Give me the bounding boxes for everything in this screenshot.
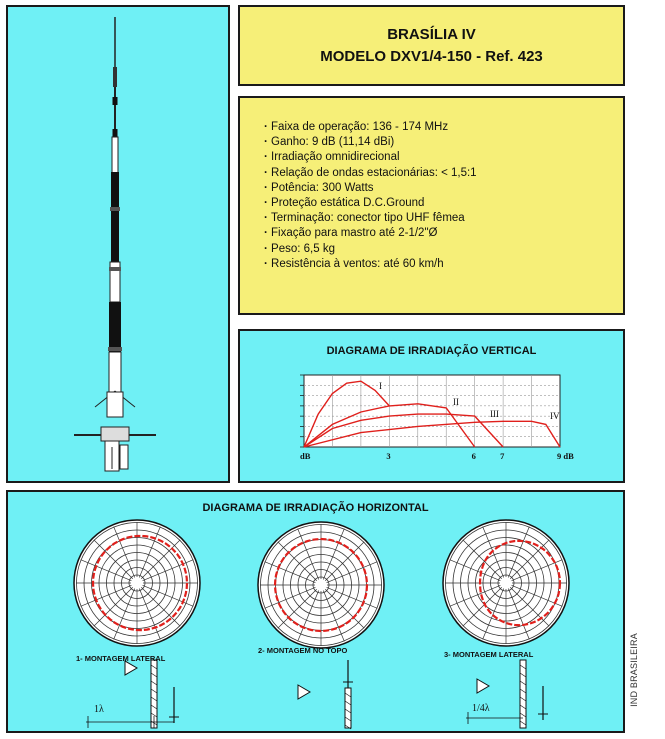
mount-3-spacing: 1/4λ — [472, 703, 490, 714]
mount-3-sketch — [466, 660, 548, 728]
specs-list — [264, 120, 623, 272]
side-label — [625, 620, 643, 720]
mount-2-sketch — [298, 660, 353, 729]
horizontal-diagram-panel — [6, 490, 625, 733]
vertical-diagram-panel — [238, 329, 625, 483]
antenna-panel — [6, 5, 230, 483]
series-label: II — [453, 397, 459, 407]
model-name: MODELO DXV1/4-150 - Ref. 423 — [320, 48, 543, 65]
product-name: BRASÍLIA IV — [387, 26, 476, 43]
title-panel — [238, 5, 625, 86]
series-label: III — [490, 409, 499, 419]
spec-item: · Peso: 6,5 kg — [264, 242, 623, 257]
mount-2-label: 2- MONTAGEM NO TOPO — [258, 646, 348, 655]
antenna-illustration — [8, 7, 228, 481]
vertical-radiation-chart — [240, 331, 623, 481]
polar-diagram-3 — [443, 520, 569, 646]
antenna-symbol-icon — [298, 685, 310, 699]
polar-diagram-1 — [74, 520, 200, 646]
spec-item: · Potência: 300 Watts — [264, 181, 623, 196]
spec-item: · Relação de ondas estacionárias: < 1,5:1 — [264, 166, 623, 181]
antenna-symbol-icon — [125, 661, 137, 675]
series-label: IV — [550, 411, 560, 421]
x-tick-label: 6 — [471, 451, 476, 461]
spec-item: · Faixa de operação: 136 - 174 MHz — [264, 120, 623, 135]
spec-item: · Resistência à ventos: até 60 km/h — [264, 257, 623, 272]
antenna-symbol-icon — [477, 679, 489, 693]
horizontal-radiation-diagrams — [8, 492, 623, 731]
x-tick-label: dB — [300, 451, 311, 461]
horizontal-diagram-title: DIAGRAMA DE IRRADIAÇÃO HORIZONTAL — [202, 502, 429, 514]
x-tick-label: 7 — [500, 451, 505, 461]
spec-item: · Terminação: conector tipo UHF fêmea — [264, 211, 623, 226]
series-label: I — [379, 381, 382, 391]
spec-item: · Irradiação omnidirecional — [264, 150, 623, 165]
mast — [345, 688, 351, 728]
vertical-diagram-title: DIAGRAMA DE IRRADIAÇÃO VERTICAL — [326, 345, 537, 357]
polar-diagram-2 — [258, 522, 384, 648]
mount-1-spacing: 1λ — [94, 704, 104, 715]
spec-item: · Fixação para mastro até 2-1/2"Ø — [264, 226, 623, 241]
specs-panel — [238, 96, 625, 315]
x-tick-label: 3 — [386, 451, 391, 461]
mount-1-label: 1- MONTAGEM LATERAL — [76, 654, 166, 663]
manufacturer-label: IND BRASILEIRA — [629, 633, 639, 707]
spec-item: · Ganho: 9 dB (11,14 dBi) — [264, 135, 623, 150]
spec-item: · Proteção estática D.C.Ground — [264, 196, 623, 211]
x-tick-label: 9 dB — [557, 451, 574, 461]
mount-3-label: 3- MONTAGEM LATERAL — [444, 650, 534, 659]
mount-1-sketch — [86, 660, 179, 728]
